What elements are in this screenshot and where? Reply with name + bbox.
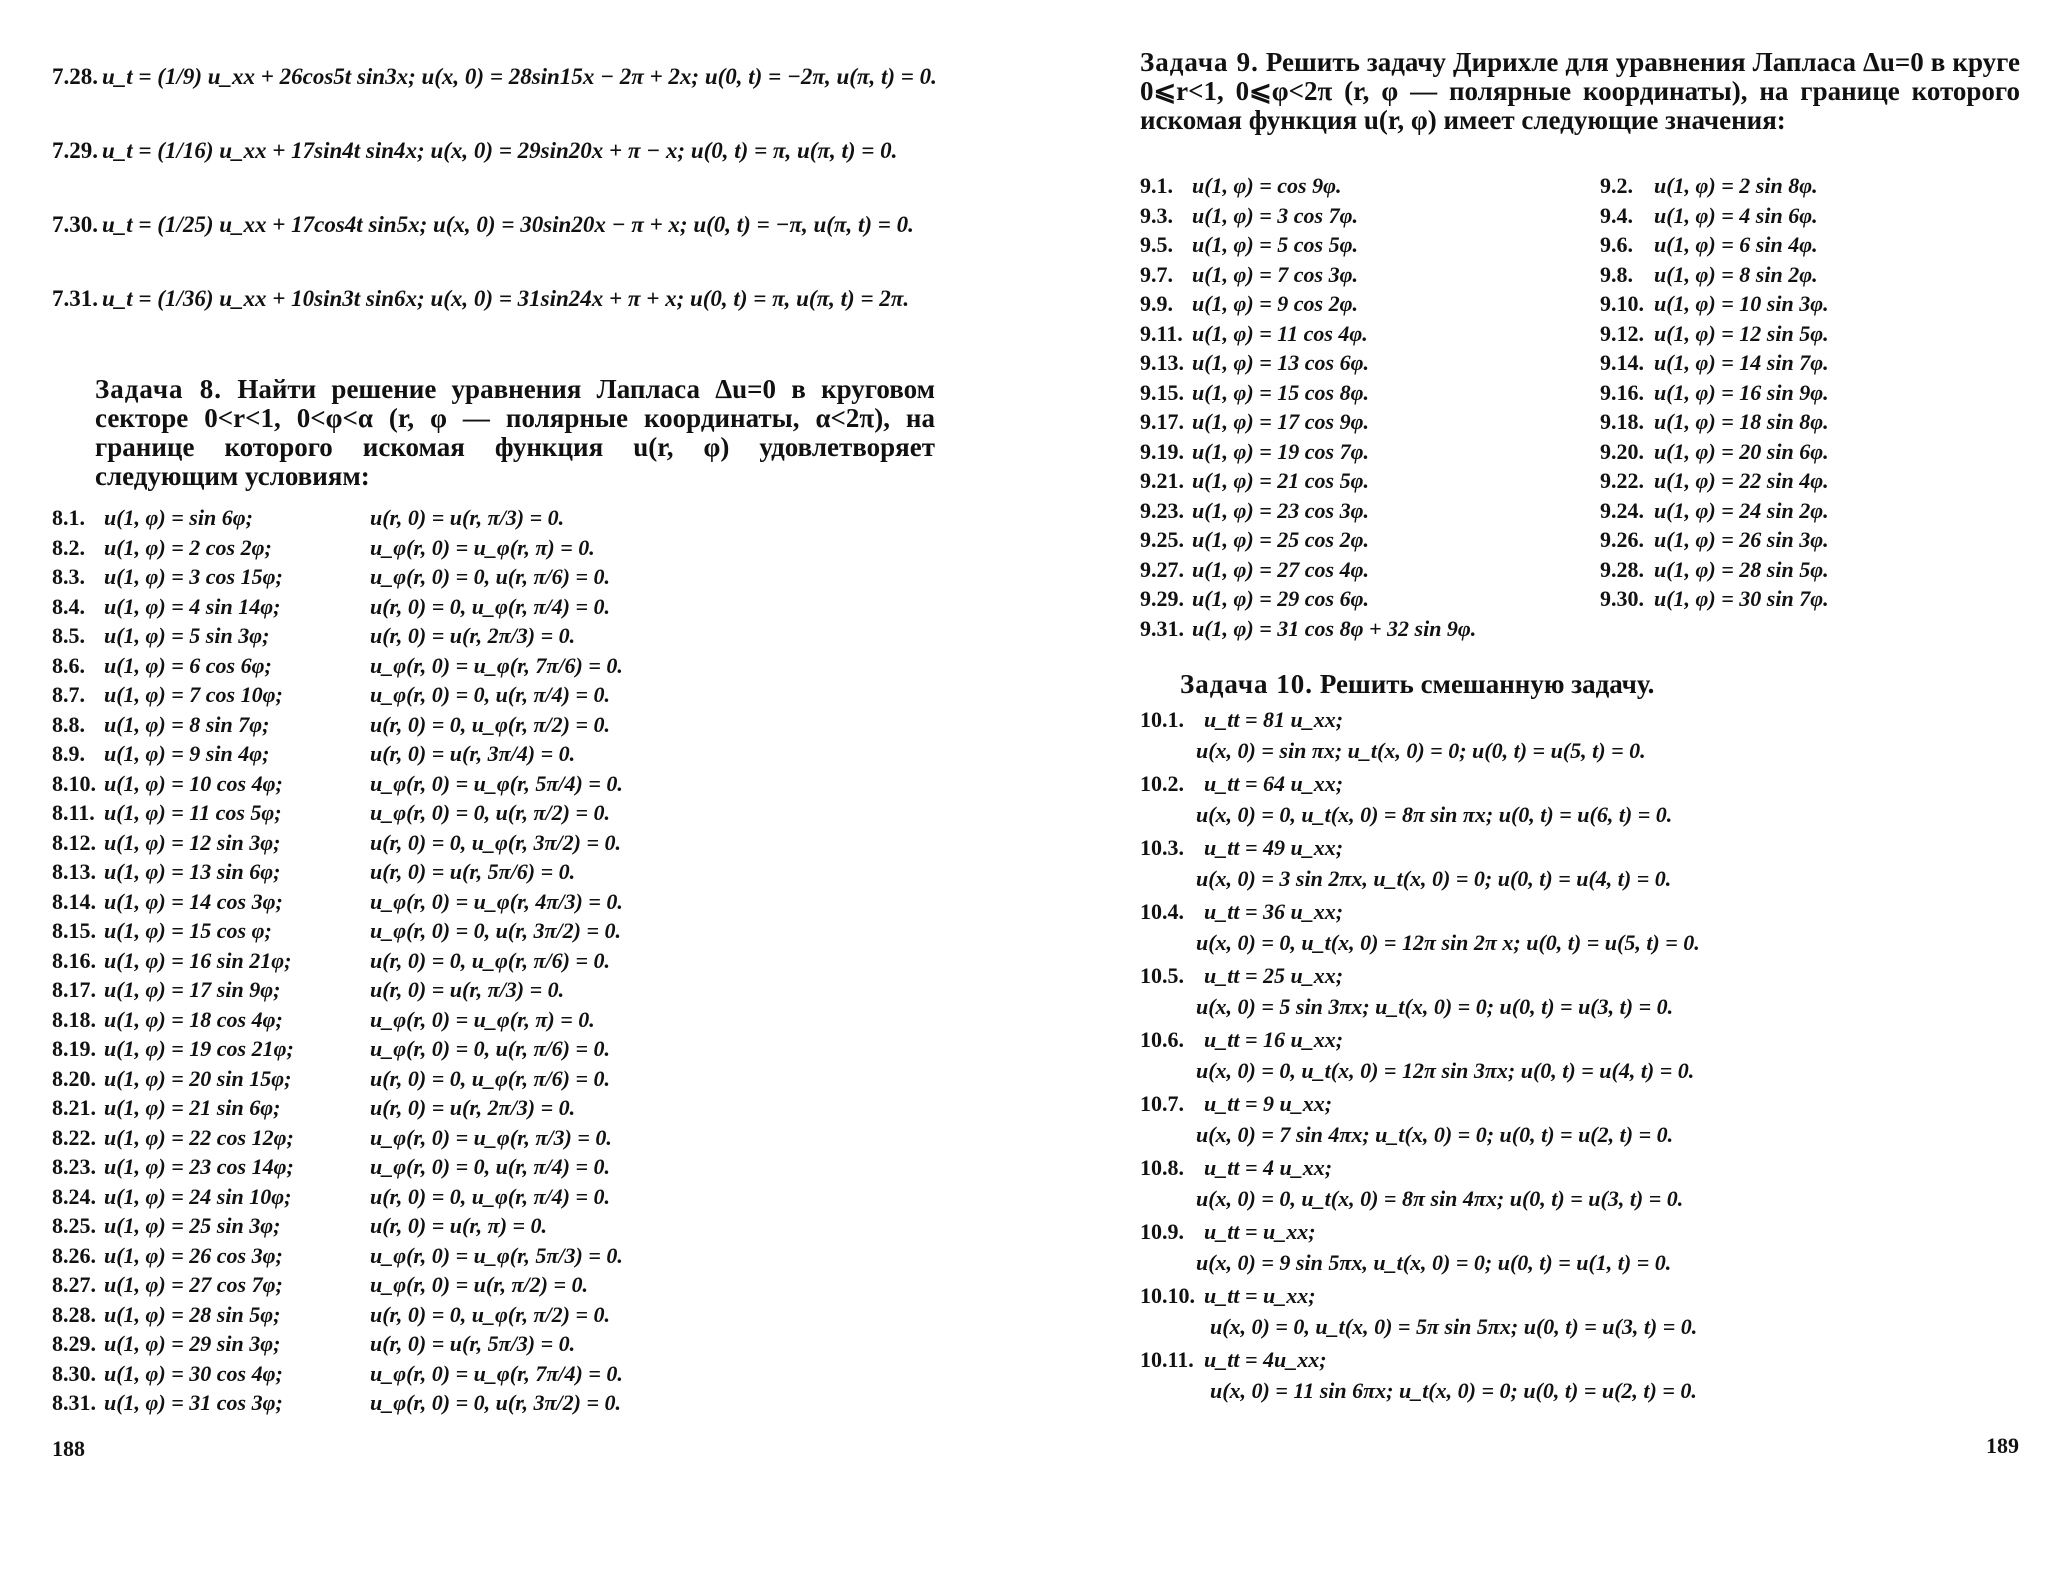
task-10-equation-line: [1140, 1346, 2040, 1374]
problem-number: 9.4.: [1600, 202, 1633, 228]
problem-number: 9.24.: [1600, 497, 1644, 523]
task-8-row: [52, 1360, 952, 1388]
task-8-row: [52, 681, 952, 709]
problem-number: 8.12.: [52, 829, 96, 855]
boundary-value: u(1, φ) = 3 cos 7φ.: [1192, 202, 1358, 228]
edge-conditions: u(r, 0) = u(r, π/3) = 0.: [370, 977, 565, 1002]
task-8-row: [52, 534, 952, 562]
problem-number: 10.4.: [1140, 899, 1184, 924]
boundary-value: u(1, φ) = 14 cos 3φ;: [104, 888, 283, 914]
boundary-value: u(1, φ) = 25 sin 3φ;: [104, 1213, 281, 1238]
initial-boundary-conditions: u(x, 0) = 0, u_t(x, 0) = 12π sin 3πx; u(0, t) = u(4, t) = 0.: [1196, 1058, 1695, 1083]
boundary-value: u(1, φ) = 3 cos 15φ;: [104, 564, 283, 589]
task-8-row: [52, 652, 952, 680]
problem-number: 9.30.: [1600, 586, 1644, 611]
edge-conditions: u(r, 0) = u(r, 5π/6) = 0.: [370, 859, 576, 884]
edge-conditions: u(r, 0) = 0, u_φ(r, π/4) = 0.: [370, 593, 611, 619]
boundary-value: u(1, φ) = 27 cos 4φ.: [1192, 556, 1369, 582]
wave-equation: u_tt = 16 u_xx;: [1204, 1027, 1344, 1052]
boundary-value: u(1, φ) = 5 sin 3φ;: [104, 623, 270, 648]
task-9-row: [1140, 615, 2040, 643]
problem-number: 8.18.: [52, 1006, 96, 1032]
problem-number: 8.7.: [52, 682, 85, 707]
problem-number: 9.2.: [1600, 173, 1633, 198]
problem-number: 8.1.: [52, 505, 85, 530]
task-9-row: [1140, 585, 2040, 613]
task-8-row: [52, 976, 952, 1004]
problem-number: 9.5.: [1140, 232, 1173, 257]
boundary-value: u(1, φ) = 29 sin 3φ;: [104, 1331, 281, 1356]
boundary-value: u(1, φ) = 29 cos 6φ.: [1192, 586, 1369, 611]
task-10-heading: [1180, 670, 2020, 699]
problem-number: 10.6.: [1140, 1027, 1184, 1052]
problem-number: 9.26.: [1600, 527, 1644, 552]
problem-number: 8.6.: [52, 652, 85, 678]
wave-equation: u_tt = 64 u_xx;: [1204, 771, 1344, 796]
problem-number: 7.30.: [52, 212, 98, 237]
edge-conditions: u_φ(r, 0) = 0, u(r, π/4) = 0.: [370, 682, 611, 707]
boundary-value: u(1, φ) = 15 cos φ;: [104, 918, 272, 943]
edge-conditions: u(r, 0) = 0, u_φ(r, π/2) = 0.: [370, 1301, 611, 1327]
problem-number: 8.26.: [52, 1242, 96, 1268]
problem-number: 9.27.: [1140, 556, 1184, 582]
edge-conditions: u_φ(r, 0) = u_φ(r, 5π/3) = 0.: [370, 1242, 623, 1268]
task-8-row: [52, 917, 952, 945]
boundary-value: u(1, φ) = 11 cos 5φ;: [104, 800, 282, 825]
edge-conditions: u(r, 0) = 0, u_φ(r, π/6) = 0.: [370, 1065, 611, 1091]
problem-number: 8.5.: [52, 623, 85, 648]
problem-number: 8.8.: [52, 711, 85, 737]
problem-number: 8.19.: [52, 1036, 96, 1061]
task-8-row: [52, 711, 952, 739]
task-8-text: Найти решение уравнения Лапласа Δu=0 в круговом секторе 0<r<1, 0<φ<α (r, φ — полярные координаты, α<2π), на границе которого искомая функция u(r, φ) удовлетворяет следующим условиям:: [95, 374, 935, 491]
initial-boundary-conditions: u(x, 0) = 3 sin 2πx, u_t(x, 0) = 0; u(0, t) = u(4, t) = 0.: [1196, 866, 1672, 891]
problem-number: 9.25.: [1140, 527, 1184, 552]
boundary-value: u(1, φ) = 13 sin 6φ;: [104, 859, 281, 884]
task-8-row: [52, 1035, 952, 1063]
problem-number: 10.1.: [1140, 707, 1184, 732]
problem-number: 9.20.: [1600, 438, 1644, 464]
task-9-row: [1140, 497, 2040, 525]
edge-conditions: u_φ(r, 0) = u_φ(r, π/3) = 0.: [370, 1124, 612, 1150]
task-10-equation-line: [1140, 898, 2040, 926]
task-9-row: [1140, 202, 2040, 230]
problem-number: 8.10.: [52, 770, 96, 796]
problem-number: 8.9.: [52, 741, 85, 766]
problem-number: 9.12.: [1600, 320, 1644, 346]
task-8-row: [52, 1301, 952, 1329]
problem-number: 10.8.: [1140, 1155, 1184, 1180]
boundary-value: u(1, φ) = 30 sin 7φ.: [1654, 586, 1829, 611]
boundary-value: u(1, φ) = 4 sin 14φ;: [104, 593, 281, 619]
edge-conditions: u_φ(r, 0) = 0, u(r, π/4) = 0.: [370, 1154, 611, 1179]
wave-equation: u_tt = 49 u_xx;: [1204, 835, 1344, 860]
boundary-value: u(1, φ) = 20 sin 6φ.: [1654, 438, 1829, 464]
boundary-value: u(1, φ) = 24 sin 2φ.: [1654, 497, 1829, 523]
boundary-value: u(1, φ) = 22 cos 12φ;: [104, 1124, 294, 1150]
edge-conditions: u(r, 0) = 0, u_φ(r, π/6) = 0.: [370, 947, 611, 973]
boundary-value: u(1, φ) = 28 sin 5φ;: [104, 1301, 281, 1327]
problem-number: 9.28.: [1600, 556, 1644, 582]
initial-boundary-conditions: u(x, 0) = 0, u_t(x, 0) = 12π sin 2π x; u(0, t) = u(5, t) = 0.: [1196, 930, 1700, 955]
boundary-value: u(1, φ) = 16 sin 21φ;: [104, 947, 292, 973]
boundary-value: u(1, φ) = sin 6φ;: [104, 505, 253, 530]
boundary-value: u(1, φ) = 10 sin 3φ.: [1654, 291, 1829, 316]
boundary-value: u(1, φ) = 7 cos 10φ;: [104, 682, 283, 707]
boundary-value: u(1, φ) = 26 cos 3φ;: [104, 1242, 283, 1268]
boundary-value: u(1, φ) = 28 sin 5φ.: [1654, 556, 1829, 582]
problem-number: 8.16.: [52, 947, 96, 973]
initial-boundary-conditions: u(x, 0) = 9 sin 5πx, u_t(x, 0) = 0; u(0, t) = u(1, t) = 0.: [1196, 1250, 1672, 1275]
problem-number: 9.14.: [1600, 350, 1644, 375]
equation-line: [52, 136, 992, 166]
task-9-row: [1140, 231, 2040, 259]
boundary-value: u(1, φ) = 5 cos 5φ.: [1192, 232, 1358, 257]
wave-equation: u_tt = u_xx;: [1204, 1219, 1316, 1244]
edge-conditions: u_φ(r, 0) = u_φ(r, 7π/4) = 0.: [370, 1360, 623, 1386]
edge-conditions: u_φ(r, 0) = u(r, π/2) = 0.: [370, 1272, 589, 1297]
problem-number: 7.31.: [52, 286, 98, 311]
task-8-row: [52, 563, 952, 591]
problem-number: 9.8.: [1600, 261, 1633, 287]
problem-number: 10.7.: [1140, 1091, 1184, 1116]
equation-line: [52, 210, 992, 240]
problem-number: 9.18.: [1600, 409, 1644, 434]
problem-number: 8.28.: [52, 1301, 96, 1327]
edge-conditions: u(r, 0) = u(r, π) = 0.: [370, 1213, 548, 1238]
initial-boundary-conditions: u(x, 0) = 7 sin 4πx; u_t(x, 0) = 0; u(0, t) = u(2, t) = 0.: [1196, 1122, 1674, 1147]
problem-number: 7.28.: [52, 64, 98, 89]
task-8-row: [52, 1065, 952, 1093]
problem-number: 9.1.: [1140, 173, 1173, 198]
boundary-value: u(1, φ) = 31 cos 3φ;: [104, 1390, 283, 1415]
task-9-title: Задача 9.: [1140, 47, 1259, 77]
problem-number: 8.15.: [52, 918, 96, 943]
boundary-value: u(1, φ) = 17 cos 9φ.: [1192, 409, 1369, 434]
problem-number: 8.25.: [52, 1213, 96, 1238]
boundary-value: u(1, φ) = 25 cos 2φ.: [1192, 527, 1369, 552]
wave-equation: u_tt = 4u_xx;: [1204, 1347, 1327, 1372]
problem-number: 10.9.: [1140, 1219, 1184, 1244]
edge-conditions: u(r, 0) = 0, u_φ(r, π/4) = 0.: [370, 1183, 611, 1209]
problem-number: 8.4.: [52, 593, 85, 619]
problem-equation: u_t = (1/9) u_xx + 26cos5t sin3x; u(x, 0) = 28sin15x − 2π + 2x; u(0, t) = −2π, u(π, t) = 0.: [102, 64, 937, 89]
boundary-value: u(1, φ) = 21 sin 6φ;: [104, 1095, 281, 1120]
boundary-value: u(1, φ) = 13 cos 6φ.: [1192, 350, 1369, 375]
problem-number: 9.13.: [1140, 350, 1184, 375]
initial-boundary-conditions: u(x, 0) = 0, u_t(x, 0) = 8π sin πx; u(0, t) = u(6, t) = 0.: [1196, 802, 1673, 827]
page-number-left: 188: [52, 1436, 85, 1461]
task-10-equation-line: [1140, 1026, 2040, 1054]
problem-number: 9.7.: [1140, 261, 1173, 287]
boundary-value: u(1, φ) = 16 sin 9φ.: [1654, 379, 1829, 405]
boundary-value: u(1, φ) = 17 sin 9φ;: [104, 977, 281, 1002]
task-9-row: [1140, 320, 2040, 348]
problem-number: 8.17.: [52, 977, 96, 1002]
problem-number: 9.11.: [1140, 320, 1183, 346]
task-8-row: [52, 858, 952, 886]
initial-boundary-conditions: u(x, 0) = 0, u_t(x, 0) = 8π sin 4πx; u(0, t) = u(3, t) = 0.: [1196, 1186, 1684, 1211]
problem-equation: u_t = (1/36) u_xx + 10sin3t sin6x; u(x, 0) = 31sin24x + π + x; u(0, t) = π, u(π, t) = 2π.: [102, 286, 910, 311]
boundary-value: u(1, φ) = 4 sin 6φ.: [1654, 202, 1818, 228]
initial-boundary-conditions: u(x, 0) = sin πx; u_t(x, 0) = 0; u(0, t) = u(5, t) = 0.: [1196, 738, 1646, 763]
task-9-heading: [1140, 48, 2020, 135]
boundary-value: u(1, φ) = 21 cos 5φ.: [1192, 468, 1369, 493]
boundary-value: u(1, φ) = 6 cos 6φ;: [104, 652, 272, 678]
problem-number: 9.15.: [1140, 379, 1184, 405]
boundary-value: u(1, φ) = 23 cos 14φ;: [104, 1154, 294, 1179]
problem-number: 8.11.: [52, 800, 95, 825]
task-10-equation-line: [1140, 834, 2040, 862]
boundary-value: u(1, φ) = 8 sin 7φ;: [104, 711, 270, 737]
boundary-value: u(1, φ) = 31 cos 8φ + 32 sin 9φ.: [1192, 615, 1477, 641]
task-8-row: [52, 1006, 952, 1034]
task-8-row: [52, 799, 952, 827]
problem-number: 8.31.: [52, 1390, 96, 1415]
task-10-equation-line: [1140, 962, 2040, 990]
boundary-value: u(1, φ) = 12 sin 3φ;: [104, 829, 281, 855]
task-9-row: [1140, 172, 2040, 200]
wave-equation: u_tt = 81 u_xx;: [1204, 707, 1344, 732]
problem-number: 9.17.: [1140, 409, 1184, 434]
task-8-row: [52, 947, 952, 975]
boundary-value: u(1, φ) = 12 sin 5φ.: [1654, 320, 1829, 346]
boundary-value: u(1, φ) = 26 sin 3φ.: [1654, 527, 1829, 552]
task-10-equation-line: [1140, 1218, 2040, 1246]
edge-conditions: u(r, 0) = u(r, 2π/3) = 0.: [370, 1095, 576, 1120]
task-9-row: [1140, 408, 2040, 436]
problem-number: 7.29.: [52, 138, 98, 163]
boundary-value: u(1, φ) = 24 sin 10φ;: [104, 1183, 292, 1209]
boundary-value: u(1, φ) = 10 cos 4φ;: [104, 770, 283, 796]
edge-conditions: u_φ(r, 0) = u_φ(r, 4π/3) = 0.: [370, 888, 623, 914]
task-8-heading: [95, 375, 935, 491]
problem-equation: u_t = (1/16) u_xx + 17sin4t sin4x; u(x, 0) = 29sin20x + π − x; u(0, t) = π, u(π, t) = 0.: [102, 138, 898, 163]
boundary-value: u(1, φ) = 6 sin 4φ.: [1654, 232, 1818, 257]
task-10-equation-line: [1140, 1282, 2040, 1310]
task-8-row: [52, 1330, 952, 1358]
problem-number: 8.30.: [52, 1360, 96, 1386]
problem-number: 9.23.: [1140, 497, 1184, 523]
edge-conditions: u_φ(r, 0) = u_φ(r, 7π/6) = 0.: [370, 652, 623, 678]
wave-equation: u_tt = u_xx;: [1204, 1283, 1316, 1308]
boundary-value: u(1, φ) = 11 cos 4φ.: [1192, 320, 1368, 346]
task-8-row: [52, 1242, 952, 1270]
task-8-row: [52, 1183, 952, 1211]
boundary-value: u(1, φ) = 9 sin 4φ;: [104, 741, 270, 766]
problem-number: 9.31.: [1140, 615, 1184, 641]
problem-number: 8.3.: [52, 564, 85, 589]
task-10-equation-line: [1140, 770, 2040, 798]
problem-number: 8.29.: [52, 1331, 96, 1356]
boundary-value: u(1, φ) = 9 cos 2φ.: [1192, 291, 1358, 316]
equation-line: [52, 62, 992, 92]
edge-conditions: u(r, 0) = u(r, 5π/3) = 0.: [370, 1331, 576, 1356]
initial-boundary-conditions: u(x, 0) = 5 sin 3πx; u_t(x, 0) = 0; u(0, t) = u(3, t) = 0.: [1196, 994, 1674, 1019]
initial-boundary-conditions: u(x, 0) = 11 sin 6πx; u_t(x, 0) = 0; u(0, t) = u(2, t) = 0.: [1210, 1378, 1697, 1403]
problem-number: 8.20.: [52, 1065, 96, 1091]
task-8-row: [52, 740, 952, 768]
problem-number: 9.10.: [1600, 291, 1644, 316]
task-10-equation-line: [1140, 706, 2040, 734]
problem-number: 10.3.: [1140, 835, 1184, 860]
task-10-equation-line: [1140, 1154, 2040, 1182]
problem-number: 10.5.: [1140, 963, 1184, 988]
boundary-value: u(1, φ) = 19 cos 21φ;: [104, 1036, 294, 1061]
boundary-value: u(1, φ) = 2 sin 8φ.: [1654, 173, 1818, 198]
boundary-value: u(1, φ) = 27 cos 7φ;: [104, 1272, 283, 1297]
problem-number: 9.22.: [1600, 468, 1644, 493]
task-9-row: [1140, 379, 2040, 407]
problem-number: 9.6.: [1600, 232, 1633, 257]
page-number-right: 189: [1986, 1433, 2019, 1458]
boundary-value: u(1, φ) = 7 cos 3φ.: [1192, 261, 1358, 287]
problem-number: 9.21.: [1140, 468, 1184, 493]
edge-conditions: u_φ(r, 0) = 0, u(r, π/6) = 0.: [370, 1036, 611, 1061]
boundary-value: u(1, φ) = 20 sin 15φ;: [104, 1065, 292, 1091]
task-8-row: [52, 770, 952, 798]
edge-conditions: u_φ(r, 0) = 0, u(r, π/6) = 0.: [370, 564, 611, 589]
right-page: [1100, 0, 2072, 1579]
problem-number: 8.24.: [52, 1183, 96, 1209]
wave-equation: u_tt = 25 u_xx;: [1204, 963, 1344, 988]
edge-conditions: u_φ(r, 0) = 0, u(r, 3π/2) = 0.: [370, 918, 622, 943]
boundary-value: u(1, φ) = 14 sin 7φ.: [1654, 350, 1829, 375]
edge-conditions: u(r, 0) = u(r, π/3) = 0.: [370, 505, 565, 530]
edge-conditions: u_φ(r, 0) = 0, u(r, 3π/2) = 0.: [370, 1390, 622, 1415]
wave-equation: u_tt = 9 u_xx;: [1204, 1091, 1333, 1116]
task-9-text: Решить задачу Дирихле для уравнения Лапласа Δu=0 в круге 0⩽r<1, 0⩽φ<2π (r, φ — полярные координаты), на границе которого искомая функция u(r, φ) имеет следующие значения:: [1140, 47, 2021, 135]
problem-number: 10.11.: [1140, 1347, 1194, 1372]
problem-number: 10.10.: [1140, 1283, 1195, 1308]
boundary-value: u(1, φ) = 2 cos 2φ;: [104, 534, 272, 560]
task-9-row: [1140, 467, 2040, 495]
problem-number: 9.3.: [1140, 202, 1173, 228]
problem-number: 8.21.: [52, 1095, 96, 1120]
task-9-row: [1140, 261, 2040, 289]
task-10-text: Решить смешанную задачу.: [1319, 669, 1655, 699]
edge-conditions: u(r, 0) = 0, u_φ(r, π/2) = 0.: [370, 711, 611, 737]
task-9-row: [1140, 290, 2040, 318]
task-8-row: [52, 829, 952, 857]
edge-conditions: u(r, 0) = u(r, 3π/4) = 0.: [370, 741, 576, 766]
problem-number: 8.23.: [52, 1154, 96, 1179]
problem-number: 10.2.: [1140, 771, 1184, 796]
task-8-row: [52, 1124, 952, 1152]
task-8-row: [52, 1271, 952, 1299]
problem-number: 8.13.: [52, 859, 96, 884]
task-8-row: [52, 622, 952, 650]
task-8-row: [52, 1094, 952, 1122]
task-10-equation-line: [1140, 1090, 2040, 1118]
problem-number: 9.29.: [1140, 586, 1184, 611]
boundary-value: u(1, φ) = 22 sin 4φ.: [1654, 468, 1829, 493]
edge-conditions: u_φ(r, 0) = u_φ(r, π) = 0.: [370, 534, 595, 560]
edge-conditions: u_φ(r, 0) = 0, u(r, π/2) = 0.: [370, 800, 611, 825]
task-8-row: [52, 888, 952, 916]
problem-number: 8.22.: [52, 1124, 96, 1150]
task-8-row: [52, 1153, 952, 1181]
wave-equation: u_tt = 4 u_xx;: [1204, 1155, 1333, 1180]
boundary-value: u(1, φ) = 19 cos 7φ.: [1192, 438, 1369, 464]
initial-boundary-conditions: u(x, 0) = 0, u_t(x, 0) = 5π sin 5πx; u(0, t) = u(3, t) = 0.: [1210, 1314, 1698, 1339]
edge-conditions: u(r, 0) = u(r, 2π/3) = 0.: [370, 623, 576, 648]
boundary-value: u(1, φ) = 18 cos 4φ;: [104, 1006, 283, 1032]
edge-conditions: u_φ(r, 0) = u_φ(r, 5π/4) = 0.: [370, 770, 623, 796]
problem-number: 8.2.: [52, 534, 85, 560]
problem-number: 8.14.: [52, 888, 96, 914]
task-9-row: [1140, 556, 2040, 584]
boundary-value: u(1, φ) = 15 cos 8φ.: [1192, 379, 1369, 405]
boundary-value: u(1, φ) = cos 9φ.: [1192, 173, 1342, 198]
wave-equation: u_tt = 36 u_xx;: [1204, 899, 1344, 924]
boundary-value: u(1, φ) = 30 cos 4φ;: [104, 1360, 283, 1386]
edge-conditions: u(r, 0) = 0, u_φ(r, 3π/2) = 0.: [370, 829, 622, 855]
boundary-value: u(1, φ) = 8 sin 2φ.: [1654, 261, 1818, 287]
problem-number: 9.9.: [1140, 291, 1173, 316]
problem-number: 9.16.: [1600, 379, 1644, 405]
task-8-row: [52, 1212, 952, 1240]
equation-line: [52, 284, 992, 314]
boundary-value: u(1, φ) = 18 sin 8φ.: [1654, 409, 1829, 434]
problem-number: 8.27.: [52, 1272, 96, 1297]
task-8-row: [52, 504, 952, 532]
task-9-row: [1140, 349, 2040, 377]
problem-equation: u_t = (1/25) u_xx + 17cos4t sin5x; u(x, 0) = 30sin20x − π + x; u(0, t) = −π, u(π, t) = 0.: [102, 212, 914, 237]
task-8-title: Задача 8.: [95, 374, 223, 404]
edge-conditions: u_φ(r, 0) = u_φ(r, π) = 0.: [370, 1006, 595, 1032]
task-8-row: [52, 1389, 952, 1417]
task-10-title: Задача 10.: [1180, 669, 1314, 699]
boundary-value: u(1, φ) = 23 cos 3φ.: [1192, 497, 1369, 523]
task-9-row: [1140, 526, 2040, 554]
task-9-row: [1140, 438, 2040, 466]
task-8-row: [52, 593, 952, 621]
problem-number: 9.19.: [1140, 438, 1184, 464]
